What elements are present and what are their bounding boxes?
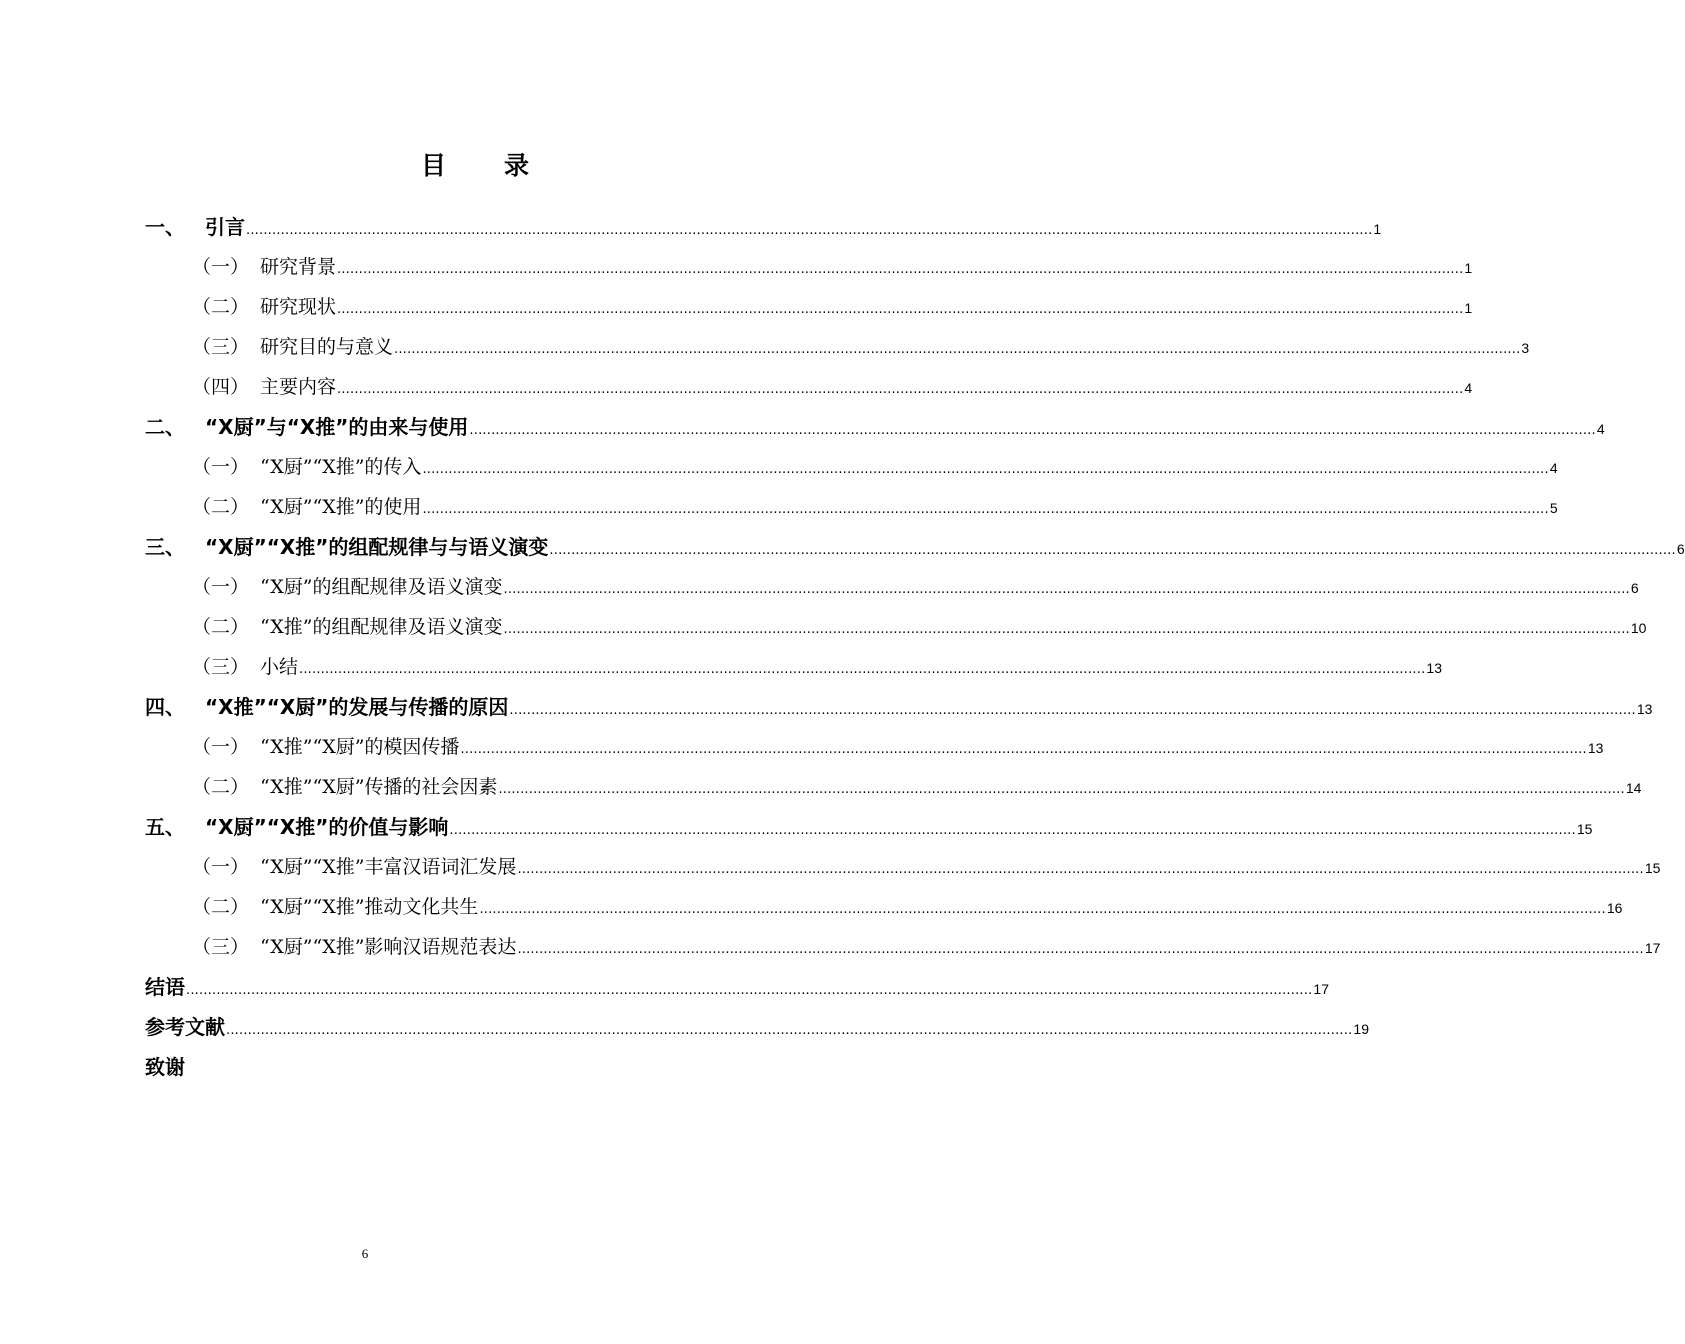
- dot-leader: ....................................................................................................................................................................................................................................................................: [299, 662, 1426, 677]
- toc-entry-page: 13: [1587, 740, 1604, 756]
- toc-entry-section[interactable]: [145, 887, 1623, 927]
- toc-entry-label: “X厨”“X推”的价值与影响: [205, 815, 449, 839]
- toc-entry-page: 10: [1630, 620, 1647, 636]
- dot-leader: ....................................................................................................................................................................................................................................................................: [337, 262, 1464, 277]
- toc-entry-label: “X厨”“X推”丰富汉语词汇发展: [260, 856, 517, 878]
- toc-entry-section[interactable]: [145, 247, 1473, 287]
- toc-entry-section[interactable]: [145, 847, 1661, 887]
- toc-entry-label: 结语: [145, 975, 185, 999]
- toc-entry-label: 主要内容: [260, 376, 337, 398]
- toc-entry-page: 3: [1521, 340, 1530, 356]
- toc-entry-label: “X厨”“X推”的组配规律与与语义演变: [205, 535, 549, 559]
- dot-leader: ....................................................................................................................................................................................................................................................................: [509, 703, 1636, 718]
- dot-leader: ....................................................................................................................................................................................................................................................................: [226, 1023, 1353, 1038]
- toc-entry-number: （三）: [192, 336, 250, 358]
- toc-entry-number: （一）: [192, 736, 250, 758]
- dot-leader: ....................................................................................................................................................................................................................................................................: [469, 423, 1596, 438]
- toc-entry-chapter[interactable]: [145, 687, 1653, 727]
- toc-entry-label: 小结: [260, 656, 299, 678]
- page-number: 6: [361, 1246, 369, 1261]
- toc-entry-label: “X厨”的组配规律及语义演变: [260, 576, 503, 598]
- toc-entry-number: （二）: [192, 496, 250, 518]
- toc-entry-page: 4: [1464, 380, 1473, 396]
- toc-entry-number: 五、: [145, 815, 185, 839]
- toc-entry-page: 6: [1676, 541, 1685, 557]
- dot-leader: ....................................................................................................................................................................................................................................................................: [460, 742, 1587, 757]
- toc-entry-section[interactable]: [145, 647, 1442, 687]
- toc-entry-label: 研究背景: [260, 256, 337, 278]
- toc-entry-page: 15: [1644, 860, 1661, 876]
- toc-entry-section[interactable]: [145, 367, 1473, 407]
- toc-entry-number: （三）: [192, 936, 250, 958]
- toc-entry-number: （二）: [192, 776, 250, 798]
- dot-leader: ....................................................................................................................................................................................................................................................................: [498, 782, 1625, 797]
- toc-entry-number: （一）: [192, 856, 250, 878]
- toc-entry-chapter[interactable]: [145, 407, 1605, 447]
- toc-entry-label: “X厨”“X推”推动文化共生: [260, 896, 479, 918]
- toc-title: [0, 146, 950, 182]
- toc-entry-page: 1: [1464, 260, 1473, 276]
- toc-entry-number: （二）: [192, 616, 250, 638]
- toc-entry-page: 17: [1313, 981, 1329, 997]
- dot-leader: ....................................................................................................................................................................................................................................................................: [422, 502, 1549, 517]
- toc-entry-chapter[interactable]: [145, 1047, 806, 1087]
- toc-entry-label: “X推”“X厨”的发展与传播的原因: [205, 695, 509, 719]
- toc-entry-label: 引言: [205, 215, 245, 239]
- toc-entry-number: 二、: [145, 415, 185, 439]
- toc-entry-section[interactable]: [145, 327, 1530, 367]
- dot-leader: ....................................................................................................................................................................................................................................................................: [337, 302, 1464, 317]
- table-of-contents: [145, 207, 1685, 1087]
- toc-entry-page: 13: [1636, 701, 1653, 717]
- dot-leader: ....................................................................................................................................................................................................................................................................: [503, 582, 1630, 597]
- toc-entry-number: （二）: [192, 896, 250, 918]
- toc-entry-section[interactable]: [145, 927, 1661, 967]
- toc-entry-number: （二）: [192, 296, 250, 318]
- toc-entry-label: 研究现状: [260, 296, 337, 318]
- dot-leader: ....................................................................................................................................................................................................................................................................: [422, 462, 1549, 477]
- dot-leader: ....................................................................................................................................................................................................................................................................: [503, 622, 1630, 637]
- toc-entry-chapter[interactable]: [145, 1007, 1369, 1047]
- toc-entry-page: 1: [1373, 221, 1382, 237]
- toc-entry-chapter[interactable]: [145, 807, 1593, 847]
- toc-entry-page: 17: [1644, 940, 1661, 956]
- toc-entry-label: “X推”“X厨”的模因传播: [260, 736, 460, 758]
- toc-entry-number: 四、: [145, 695, 185, 719]
- toc-entry-page: 15: [1576, 821, 1593, 837]
- toc-title-part2: 录: [504, 151, 530, 180]
- toc-entry-number: 一、: [145, 215, 185, 239]
- toc-entry-number: （四）: [192, 376, 250, 398]
- toc-entry-section[interactable]: [145, 287, 1473, 327]
- toc-entry-section[interactable]: [145, 607, 1647, 647]
- toc-entry-number: 三、: [145, 535, 185, 559]
- toc-entry-number: （三）: [192, 656, 250, 678]
- toc-entry-section[interactable]: [145, 767, 1642, 807]
- toc-entry-chapter[interactable]: [145, 967, 1329, 1007]
- toc-entry-section[interactable]: [145, 727, 1604, 767]
- dot-leader: ....................................................................................................................................................................................................................................................................: [186, 983, 1313, 998]
- toc-entry-page: 13: [1426, 660, 1442, 676]
- toc-entry-page: 1: [1464, 300, 1473, 316]
- toc-entry-page: 5: [1549, 500, 1558, 516]
- dot-leader: ....................................................................................................................................................................................................................................................................: [549, 543, 1676, 558]
- toc-entry-section[interactable]: [145, 567, 1639, 607]
- toc-entry-label: “X厨”“X推”影响汉语规范表达: [260, 936, 517, 958]
- toc-entry-page: 16: [1606, 900, 1623, 916]
- toc-entry-chapter[interactable]: [145, 527, 1685, 567]
- toc-entry-label: “X厨”“X推”的使用: [260, 496, 422, 518]
- toc-entry-number: （一）: [192, 576, 250, 598]
- dot-leader: ....................................................................................................................................................................................................................................................................: [517, 862, 1644, 877]
- toc-entry-label: 致谢: [145, 1055, 185, 1079]
- toc-entry-number: （一）: [192, 456, 250, 478]
- toc-entry-label: “X厨”“X推”的传入: [260, 456, 422, 478]
- toc-entry-chapter[interactable]: [145, 207, 1382, 247]
- toc-entry-label: “X厨”与“X推”的由来与使用: [205, 415, 469, 439]
- dot-leader: ....................................................................................................................................................................................................................................................................: [246, 223, 1373, 238]
- toc-entry-page: 4: [1549, 460, 1558, 476]
- dot-leader: ....................................................................................................................................................................................................................................................................: [394, 342, 1521, 357]
- toc-entry-page: 14: [1625, 780, 1642, 796]
- dot-leader: ....................................................................................................................................................................................................................................................................: [337, 382, 1464, 397]
- toc-entry-label: “X推”的组配规律及语义演变: [260, 616, 503, 638]
- toc-entry-page: 19: [1353, 1021, 1369, 1037]
- toc-entry-number: （一）: [192, 256, 250, 278]
- toc-entry-section[interactable]: [145, 487, 1558, 527]
- toc-entry-label: “X推”“X厨”传播的社会因素: [260, 776, 498, 798]
- toc-entry-label: 参考文献: [145, 1015, 225, 1039]
- toc-entry-page: 6: [1630, 580, 1639, 596]
- dot-leader: ....................................................................................................................................................................................................................................................................: [479, 902, 1606, 917]
- toc-title-part1: 目: [420, 151, 446, 180]
- toc-entry-section[interactable]: [145, 447, 1558, 487]
- dot-leader: ....................................................................................................................................................................................................................................................................: [449, 823, 1576, 838]
- toc-entry-page: 4: [1596, 421, 1605, 437]
- dot-leader: ....................................................................................................................................................................................................................................................................: [517, 942, 1644, 957]
- toc-entry-label: 研究目的与意义: [260, 336, 394, 358]
